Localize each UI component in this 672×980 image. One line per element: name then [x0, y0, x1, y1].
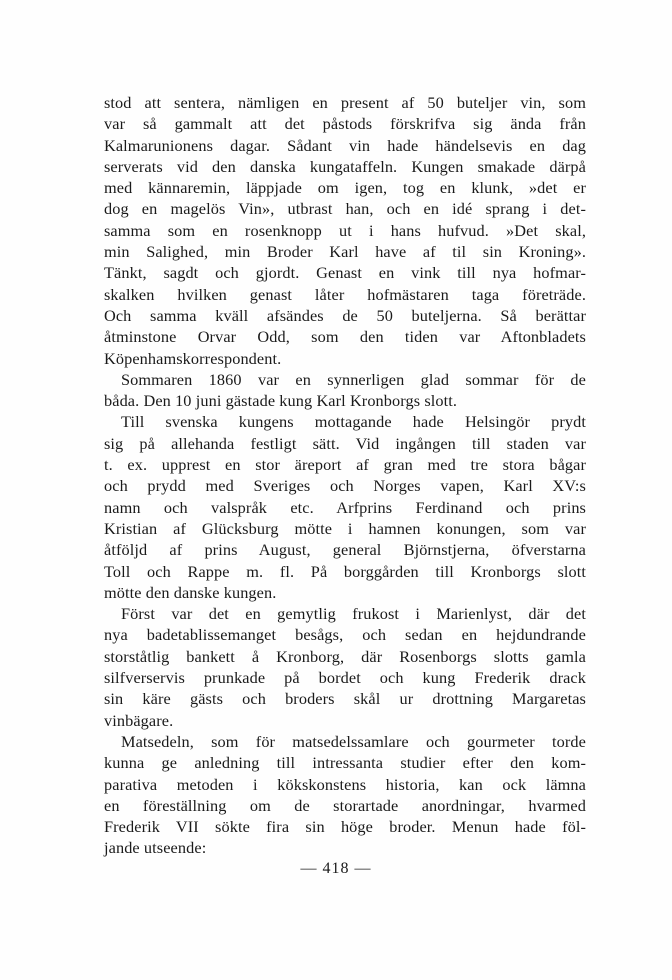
text-line: Först var det en gemytlig frukost i Marienlyst, där det — [121, 604, 586, 624]
paragraph — [104, 603, 586, 731]
text-line: silfverservis prunkade på bordet och kung Frederik drack — [104, 668, 586, 688]
text-line: sin käre gästs och broders skål ur drottning Margaretas — [104, 689, 586, 709]
paragraph — [104, 731, 586, 859]
text-line: Frederik VII sökte fira sin höge broder. Menun hade föl- — [104, 817, 586, 837]
text-line: min Salighed, min Broder Karl have af til sin Kroning». — [104, 242, 586, 262]
text-line: åtföljd af prins August, general Björnstjerna, öfverstarna — [104, 540, 586, 560]
text-line: Kristian af Glücksburg mötte i hamnen konungen, som var — [104, 518, 586, 538]
text-line: med kännaremin, läppjade om igen, tog en klunk, »det er — [104, 178, 586, 198]
text-line: jande utseende: — [104, 838, 207, 858]
text-line: och prydd med Sveriges och Norges vapen, Karl XV:s — [104, 476, 586, 496]
text-line: Och samma kväll afsändes de 50 buteljerna. Så berättar — [104, 305, 586, 325]
text-line: storståtlig bankett å Kronborg, där Rosenborgs slotts gamla — [104, 646, 586, 666]
text-line: båda. Den 10 juni gästade kung Karl Kronborgs slott. — [104, 391, 458, 411]
text-line: åtminstone Orvar Odd, som den tiden var Aftonbladets — [104, 327, 586, 347]
text-line: var så gammalt att det påstods förskrifva sig ända från — [104, 114, 586, 134]
text-line: t. ex. upprest en stor äreport af gran med tre stora bågar — [104, 455, 586, 475]
text-line: dog en magelös Vin», utbrast han, och en idé sprang i det- — [104, 199, 586, 219]
page-number: — 418 — — [300, 860, 372, 877]
text-line: kunna ge anledning till intressanta studier efter den kom- — [104, 753, 586, 773]
text-line: mötte den danske kungen. — [104, 582, 277, 602]
text-line: Köpenhamskorrespondent. — [104, 348, 282, 368]
text-line: Kalmarunionens dagar. Sådant vin hade händelsevis en dag — [104, 135, 586, 155]
text-line: en föreställning om de storartade anordningar, hvarmed — [104, 795, 586, 815]
paragraph — [104, 92, 586, 369]
text-line: Toll och Rappe m. fl. På borggården till Kronborgs slott — [104, 561, 586, 581]
text-line: nya badetablissemanget besågs, och sedan en hejdundrande — [104, 625, 586, 645]
paragraph — [104, 411, 586, 603]
text-line: Sommaren 1860 var en synnerligen glad sommar för de — [121, 369, 586, 389]
paragraph — [104, 369, 586, 412]
text-line: sig på allehanda festligt sätt. Vid ingången till staden var — [104, 433, 586, 453]
text-line: Till svenska kungens mottagande hade Helsingör prydt — [121, 412, 586, 432]
text-line: namn och valspråk etc. Arfprins Ferdinand och prins — [104, 497, 586, 517]
text-line: samma som en rosenknopp ut i hans hufvud. »Det skal, — [104, 220, 586, 240]
text-line: parativa metoden i kökskonstens historia, kan ock lämna — [104, 774, 586, 794]
text-line: Tänkt, sagdt och gjordt. Genast en vink till nya hofmar- — [104, 263, 586, 283]
text-line: Matsedeln, som för matsedelssamlare och gourmeter torde — [121, 731, 586, 751]
text-line: serverats vid den danska kungataffeln. Kungen smakade därpå — [104, 156, 586, 176]
page-body — [104, 92, 586, 859]
text-line: vinbägare. — [104, 710, 174, 730]
text-line: skalken hvilken genast låter hofmästaren taga företräde. — [104, 284, 586, 304]
text-line: stod att sentera, nämligen en present af 50 buteljer vin, som — [104, 93, 586, 112]
